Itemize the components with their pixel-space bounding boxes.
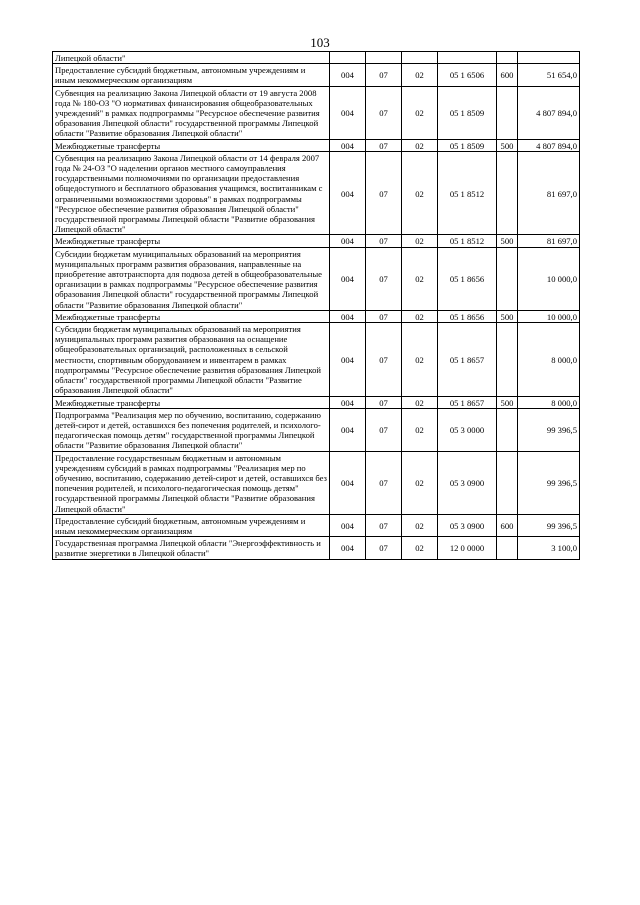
- row-csr: 05 3 0000: [438, 408, 497, 451]
- row-rz: 07: [366, 151, 402, 235]
- row-ved: [330, 52, 366, 64]
- row-sum: 99 396,5: [518, 514, 580, 536]
- row-name: Предоставление государственным бюджетным и автономным учреждениям субсидий в рамках подпрограммы "Реализация мер по обучению, воспитанию, содержанию детей-сирот и детей, оставшихся без попечения родителей, и психолого-педагогическая помощь детям" государственной программы Липецкой области "Развитие образования Липецкой области": [53, 451, 330, 514]
- row-pr: 02: [402, 323, 438, 396]
- row-pr: 02: [402, 396, 438, 408]
- row-rz: 07: [366, 537, 402, 559]
- row-vr: 500: [497, 310, 518, 322]
- row-vr: 600: [497, 514, 518, 536]
- row-sum: 81 697,0: [518, 151, 580, 235]
- row-sum: 8 000,0: [518, 323, 580, 396]
- row-pr: 02: [402, 537, 438, 559]
- row-ved: 004: [330, 235, 366, 247]
- row-csr: 05 1 8509: [438, 139, 497, 151]
- row-ved: 004: [330, 151, 366, 235]
- table-row: [53, 86, 580, 139]
- row-csr: 05 1 8512: [438, 151, 497, 235]
- row-csr: 05 1 8656: [438, 310, 497, 322]
- row-rz: [366, 52, 402, 64]
- table-body: [53, 52, 580, 560]
- row-sum: 3 100,0: [518, 537, 580, 559]
- row-name: Предоставление субсидий бюджетным, автономным учреждениям и иным некоммерческим организациям: [53, 64, 330, 86]
- row-sum: 8 000,0: [518, 396, 580, 408]
- row-ved: 004: [330, 64, 366, 86]
- row-rz: 07: [366, 323, 402, 396]
- row-sum: 4 807 894,0: [518, 86, 580, 139]
- row-ved: 004: [330, 139, 366, 151]
- row-name: Межбюджетные трансферты: [53, 139, 330, 151]
- row-vr: 500: [497, 139, 518, 151]
- table-row: [53, 514, 580, 536]
- table-row: [53, 52, 580, 64]
- row-rz: 07: [366, 247, 402, 310]
- table-row: [53, 451, 580, 514]
- row-sum: 4 807 894,0: [518, 139, 580, 151]
- row-vr: [497, 247, 518, 310]
- row-pr: 02: [402, 64, 438, 86]
- row-csr: 05 1 8509: [438, 86, 497, 139]
- row-pr: 02: [402, 514, 438, 536]
- row-pr: 02: [402, 151, 438, 235]
- row-pr: [402, 52, 438, 64]
- row-pr: 02: [402, 86, 438, 139]
- row-sum: 10 000,0: [518, 247, 580, 310]
- row-rz: 07: [366, 86, 402, 139]
- budget-table: [52, 51, 580, 560]
- table-row: [53, 151, 580, 235]
- row-name: Предоставление субсидий бюджетным, автономным учреждениям и иным некоммерческим организациям: [53, 514, 330, 536]
- row-csr: 05 1 6506: [438, 64, 497, 86]
- row-csr: 05 1 8512: [438, 235, 497, 247]
- row-vr: 600: [497, 64, 518, 86]
- row-rz: 07: [366, 408, 402, 451]
- row-sum: 10 000,0: [518, 310, 580, 322]
- row-rz: 07: [366, 139, 402, 151]
- row-name: Государственная программа Липецкой области "Энергоэффективность и развитие энергетики в Липецкой области": [53, 537, 330, 559]
- row-vr: 500: [497, 396, 518, 408]
- row-sum: [518, 52, 580, 64]
- row-vr: [497, 323, 518, 396]
- row-vr: [497, 151, 518, 235]
- row-name: Субсидии бюджетам муниципальных образований на мероприятия муниципальных программ развития образования на оснащение общеобразовательных организаций, расположенных в сельской местности, спортивным оборудованием и инвентарем в рамках подпрограммы "Ресурсное обеспечение развития образования Липецкой области" государственной программы Липецкой области "Развитие образования Липецкой области": [53, 323, 330, 396]
- row-rz: 07: [366, 64, 402, 86]
- row-ved: 004: [330, 86, 366, 139]
- row-vr: [497, 537, 518, 559]
- row-ved: 004: [330, 537, 366, 559]
- row-ved: 004: [330, 451, 366, 514]
- table-row: [53, 537, 580, 559]
- row-pr: 02: [402, 247, 438, 310]
- table-row: [53, 235, 580, 247]
- row-vr: [497, 86, 518, 139]
- table-row: [53, 323, 580, 396]
- row-pr: 02: [402, 310, 438, 322]
- row-pr: 02: [402, 408, 438, 451]
- row-vr: [497, 451, 518, 514]
- row-pr: 02: [402, 235, 438, 247]
- row-sum: 51 654,0: [518, 64, 580, 86]
- row-ved: 004: [330, 396, 366, 408]
- row-csr: 05 1 8657: [438, 396, 497, 408]
- row-vr: [497, 408, 518, 451]
- row-name: Субвенция на реализацию Закона Липецкой области от 14 февраля 2007 года № 24-ОЗ "О наделении органов местного самоуправления государственными полномочиями по организации предоставления общедоступного и бесплатного образования учащимся, воспитанникам с ограниченными возможностями здоровья" в рамках подпрограммы "Ресурсное обеспечение развития образования Липецкой области" государственной программы Липецкой области "Развитие образования Липецкой области": [53, 151, 330, 235]
- row-name: Субвенция на реализацию Закона Липецкой области от 19 августа 2008 года № 180-ОЗ "О нормативах финансирования общеобразовательных учреждений" в рамках подпрограммы "Ресурсное обеспечение развития образования Липецкой области" государственной программы Липецкой области "Развитие образования Липецкой области": [53, 86, 330, 139]
- row-vr: 500: [497, 235, 518, 247]
- table-row: [53, 310, 580, 322]
- table-row: [53, 139, 580, 151]
- row-sum: 99 396,5: [518, 408, 580, 451]
- row-ved: 004: [330, 514, 366, 536]
- row-name: Межбюджетные трансферты: [53, 310, 330, 322]
- row-csr: 05 3 0900: [438, 514, 497, 536]
- row-csr: 05 3 0900: [438, 451, 497, 514]
- table-row: [53, 396, 580, 408]
- row-ved: 004: [330, 323, 366, 396]
- row-name: Субсидии бюджетам муниципальных образований на мероприятия муниципальных программ развития образования, направленные на приобретение автотранспорта для подвоза детей в общеобразовательные организации в рамках подпрограммы "Ресурсное обеспечение развития образования Липецкой области" государственной программы Липецкой области "Развитие образования Липецкой области": [53, 247, 330, 310]
- row-name: Подпрограмма "Реализация мер по обучению, воспитанию, содержанию детей-сирот и детей, оставшихся без попечения родителей, и психолого-педагогическая помощь детям" государственной программы Липецкой области "Развитие образования Липецкой области": [53, 408, 330, 451]
- row-sum: 99 396,5: [518, 451, 580, 514]
- row-rz: 07: [366, 451, 402, 514]
- table-row: [53, 64, 580, 86]
- page-number: 103: [310, 35, 330, 50]
- row-ved: 004: [330, 408, 366, 451]
- row-rz: 07: [366, 310, 402, 322]
- row-pr: 02: [402, 451, 438, 514]
- row-pr: 02: [402, 139, 438, 151]
- table-row: [53, 408, 580, 451]
- row-csr: [438, 52, 497, 64]
- row-ved: 004: [330, 310, 366, 322]
- row-csr: 05 1 8656: [438, 247, 497, 310]
- row-ved: 004: [330, 247, 366, 310]
- row-name: Межбюджетные трансферты: [53, 396, 330, 408]
- row-sum: 81 697,0: [518, 235, 580, 247]
- row-csr: 12 0 0000: [438, 537, 497, 559]
- row-name: Межбюджетные трансферты: [53, 235, 330, 247]
- row-rz: 07: [366, 514, 402, 536]
- row-rz: 07: [366, 235, 402, 247]
- row-csr: 05 1 8657: [438, 323, 497, 396]
- row-vr: [497, 52, 518, 64]
- table-row: [53, 247, 580, 310]
- row-rz: 07: [366, 396, 402, 408]
- row-name: Липецкой области": [53, 52, 330, 64]
